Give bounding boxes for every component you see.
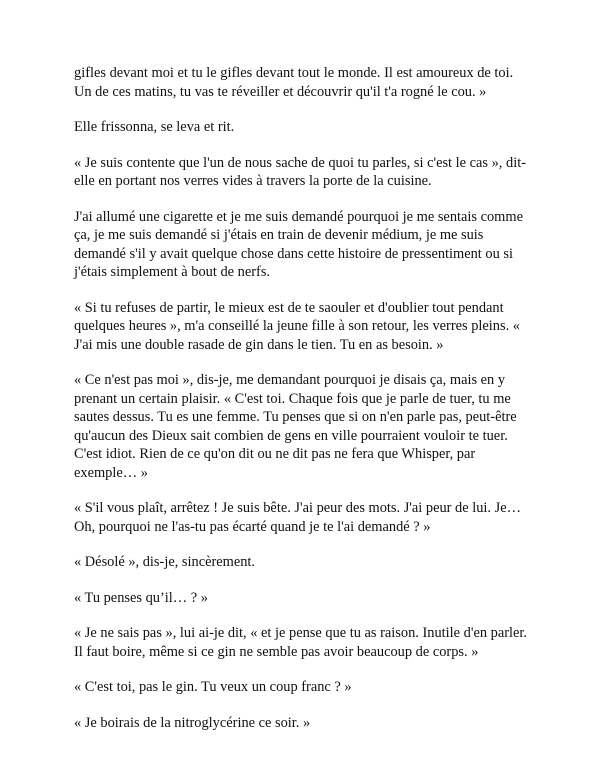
paragraph-11: « C'est toi, pas le gin. Tu veux un coup franc ? » (74, 679, 352, 695)
paragraph-12: « Je boirais de la nitroglycérine ce soir. » (74, 714, 311, 731)
paragraph-9: « Tu penses qu’il… ? » (74, 589, 208, 606)
paragraph-4: J'ai allumé une cigarette et je me suis demandé pourquoi je me sentais comme ça, je me suis demandé si j'étais en train de devenir médium, je me suis demandé s'il y avait quelque chose dans cette histoire de pressentiment ou si j'étais simplement à bout de nerfs. (74, 208, 523, 280)
paragraph-6: « Ce n'est pas moi », dis-je, me demandant pourquoi je disais ça, mais en y prenant un certain plaisir. « C'est toi. Chaque fois que je parle de tuer, tu me sautes dessus. Tu es une femme. Tu penses que si on n'en parle pas, peut-être qu'aucun des Dieux sait combien de gens en ville pourraient vouloir te tuer. C'est idiot. Rien de ce qu'on dit ou ne dit pas ne fera que Whisper, par exemple… » (74, 372, 517, 481)
paragraph-10: « Je ne sais pas », lui ai-je dit, « et je pense que tu as raison. Inutile d'en parler. Il faut boire, même si ce gin ne semble pas avoir beaucoup de corps. » (74, 625, 527, 660)
paragraph-5: « Si tu refuses de partir, le mieux est de te saouler et d'oublier tout pendant quelques heures », m'a conseillé la jeune fille à son retour, les verres pleins. « J'ai mis une double rasade de gin dans le tien. Tu en as besoin. » (74, 299, 520, 353)
paragraph-8: « Désolé », dis-je, sincèrement. (74, 554, 256, 570)
paragraph-3: « Je suis contente que l'un de nous sache de quoi tu parles, si c'est le cas », dit-elle en portant nos verres vides à travers la porte de la cuisine. (74, 154, 526, 189)
document-page (74, 64, 534, 749)
paragraph-7: « S'il vous plaît, arrêtez ! Je suis bête. J'ai peur des mots. J'ai peur de lui. Je… Oh, pourquoi ne l'as-tu pas écarté quand je te l'ai demandé ? » (74, 500, 521, 535)
paragraph-1: gifles devant moi et tu le gifles devant tout le monde. Il est amoureux de toi. Un de ces matins, tu vas te réveiller et découvrir qu'il t'a rogné le cou. » (74, 65, 514, 100)
paragraph-2: Elle frissonna, se leva et rit. (74, 119, 235, 135)
